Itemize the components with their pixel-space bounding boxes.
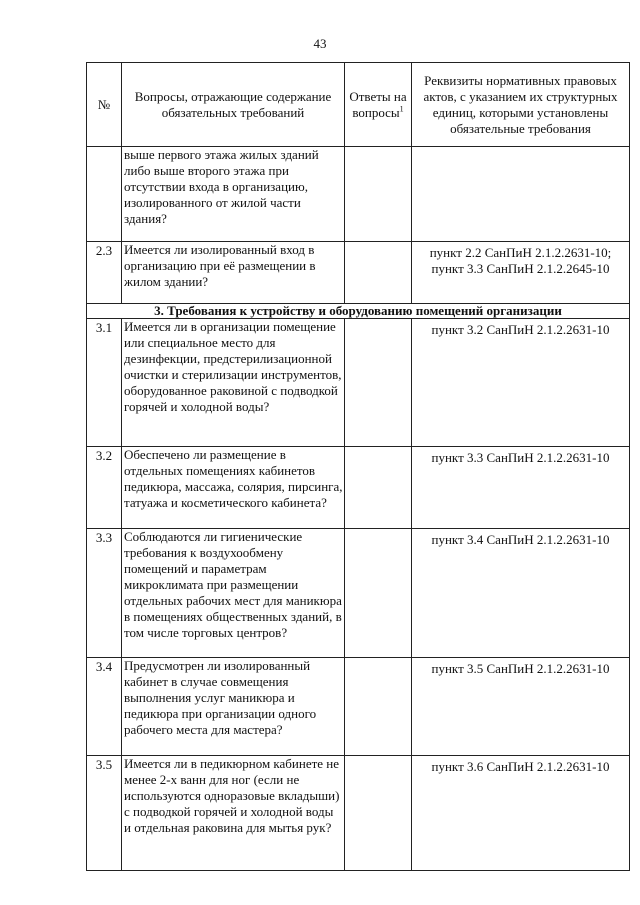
row-question: Имеется ли в педикюрном кабинете не менее 2-х ванн для ног (если не используются одноразовые вкладыши) с подводкой горячей и холодной воды и отдельная раковина для мытья рук?: [122, 756, 345, 871]
row-reference: пункт 3.5 СанПиН 2.1.2.2631-10: [412, 658, 630, 756]
table-row: [87, 658, 630, 756]
row-num: 3.3: [87, 529, 122, 658]
row-reference: пункт 2.2 СанПиН 2.1.2.2631-10; пункт 3.3 СанПиН 2.1.2.2645-10: [412, 242, 630, 304]
header-answer-footnote: 1: [399, 104, 404, 114]
row-answer: [345, 147, 412, 242]
row-answer: [345, 756, 412, 871]
row-reference: пункт 3.3 СанПиН 2.1.2.2631-10: [412, 447, 630, 529]
row-question: Имеется ли в организации помещение или специальное место для дезинфекции, предстерилизационной очистки и стерилизации инструментов, оборудованное раковиной с подводкой горячей и холодной воды?: [122, 319, 345, 447]
page-number: 43: [313, 36, 327, 51]
row-question: Имеется ли изолированный вход в организацию при её размещении в жилом здании?: [122, 242, 345, 304]
row-answer: [345, 529, 412, 658]
row-question: выше первого этажа жилых зданий либо выше второго этажа при отсутствии входа в организацию, изолированного от жилой части здания?: [122, 147, 345, 242]
row-question: Обеспечено ли размещение в отдельных помещениях кабинетов педикюра, массажа, солярия, пирсинга, татуажа и косметического кабинета?: [122, 447, 345, 529]
header-answer-text: Ответы на вопросы: [349, 88, 407, 120]
row-num: 3.2: [87, 447, 122, 529]
header-reference: Реквизиты нормативных правовых актов, с указанием их структурных единиц, которыми установлены обязательные требования: [412, 63, 630, 147]
row-reference: пункт 3.4 СанПиН 2.1.2.2631-10: [412, 529, 630, 658]
row-num: 3.1: [87, 319, 122, 447]
row-answer: [345, 319, 412, 447]
row-question: Соблюдаются ли гигиенические требования к воздухообмену помещений и параметрам микроклимата при размещении отдельных рабочих мест для маникюра в помещениях общественных зданий, в том числе торговых центров?: [122, 529, 345, 658]
table-header-row: [87, 63, 630, 147]
table-row: [87, 529, 630, 658]
row-answer: [345, 447, 412, 529]
row-num: 3.4: [87, 658, 122, 756]
row-num: 2.3: [87, 242, 122, 304]
row-reference: пункт 3.2 СанПиН 2.1.2.2631-10: [412, 319, 630, 447]
header-question: Вопросы, отражающие содержание обязательных требований: [122, 63, 345, 147]
table-row: [87, 756, 630, 871]
table-row: [87, 319, 630, 447]
row-answer: [345, 658, 412, 756]
table-row: [87, 242, 630, 304]
header-num: №: [87, 63, 122, 147]
section-row: [87, 304, 630, 319]
header-answer: [345, 63, 412, 147]
section-title: 3. Требования к устройству и оборудованию помещений организации: [87, 304, 630, 319]
row-question: Предусмотрен ли изолированный кабинет в случае совмещения выполнения услуг маникюра и педикюра при организации одного рабочего места для мастера?: [122, 658, 345, 756]
row-num: 3.5: [87, 756, 122, 871]
row-answer: [345, 242, 412, 304]
row-reference: [412, 147, 630, 242]
row-reference: пункт 3.6 СанПиН 2.1.2.2631-10: [412, 756, 630, 871]
table-row: [87, 447, 630, 529]
table-row: [87, 147, 630, 242]
requirements-table: [86, 62, 630, 871]
row-num: [87, 147, 122, 242]
